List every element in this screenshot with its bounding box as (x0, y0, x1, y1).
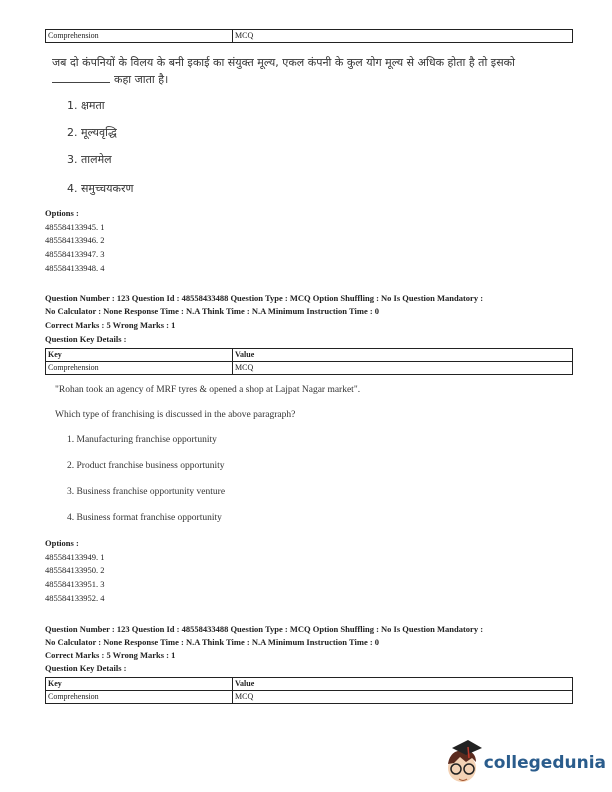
blank-line (52, 82, 110, 83)
question-line: जब दो कंपनियों के विलय के बनी इकाई का संयुक्त मूल्य, एकल कंपनी के कुल योग मूल्य से अधिक होता है तो इसको (52, 56, 515, 69)
marks: Correct Marks : 5 Wrong Marks : 1 (45, 650, 176, 660)
option-id: 485584133947. 3 (45, 249, 105, 260)
options-list (45, 537, 105, 606)
header-value: Value (233, 349, 573, 362)
options-label: Options : (45, 208, 79, 218)
choice: 2. मूल्यवृद्धि (67, 126, 117, 139)
table-key: Comprehension (46, 691, 233, 704)
option-id: 485584133951. 3 (45, 579, 105, 590)
option-id: 485584133952. 4 (45, 592, 105, 603)
logo-text: collegedunia (483, 753, 606, 773)
option-id: 485584133948. 4 (45, 262, 105, 273)
option-id: 485584133946. 2 (45, 235, 105, 246)
key-details-label: Question Key Details : (45, 663, 127, 673)
choice: 3. Business franchise opportunity venture (67, 487, 226, 497)
choice: 1. क्षमता (67, 99, 105, 112)
table-key: Comprehension (46, 30, 233, 43)
header-key: Key (46, 349, 233, 362)
key-value-table (45, 677, 573, 704)
choice: 3. तालमेल (67, 153, 112, 166)
question-line: कहा जाता है। (114, 73, 169, 86)
question-text (52, 54, 515, 88)
meta-line: No Calculator : None Response Time : N.A Think Time : N.A Minimum Instruction Time : 0 (45, 637, 380, 647)
header-value: Value (233, 678, 573, 691)
choice: 4. समुच्चयकरण (67, 182, 134, 195)
marks: Correct Marks : 5 Wrong Marks : 1 (45, 320, 176, 330)
question-meta (45, 292, 585, 346)
header-key: Key (46, 678, 233, 691)
mascot-icon (444, 738, 484, 788)
question-quote: "Rohan took an agency of MRF tyres & opened a shop at Lajpat Nagar market". (55, 385, 361, 395)
choice: 1. Manufacturing franchise opportunity (67, 435, 217, 445)
table-value: MCQ (233, 691, 573, 704)
question-text: Which type of franchising is discussed in the above paragraph? (55, 410, 296, 420)
option-id: 485584133945. 1 (45, 221, 105, 232)
table-key: Comprehension (46, 362, 233, 375)
options-label: Options : (45, 538, 79, 548)
options-list (45, 207, 105, 276)
collegedunia-logo (444, 738, 606, 788)
key-value-table (45, 29, 573, 43)
choice: 4. Business format franchise opportunity (67, 513, 222, 523)
question-meta (45, 623, 585, 675)
meta-line: Question Number : 123 Question Id : 48558433488 Question Type : MCQ Option Shuffling : No Is Question Mandatory : (45, 624, 484, 634)
key-value-table (45, 348, 573, 375)
option-id: 485584133950. 2 (45, 565, 105, 576)
table-value: MCQ (233, 362, 573, 375)
key-details-label: Question Key Details : (45, 334, 127, 344)
choice: 2. Product franchise business opportunity (67, 461, 225, 471)
table-value: MCQ (233, 30, 573, 43)
meta-line: Question Number : 123 Question Id : 48558433488 Question Type : MCQ Option Shuffling : No Is Question Mandatory : (45, 293, 484, 303)
option-id: 485584133949. 1 (45, 551, 105, 562)
meta-line: No Calculator : None Response Time : N.A Think Time : N.A Minimum Instruction Time : 0 (45, 306, 380, 316)
